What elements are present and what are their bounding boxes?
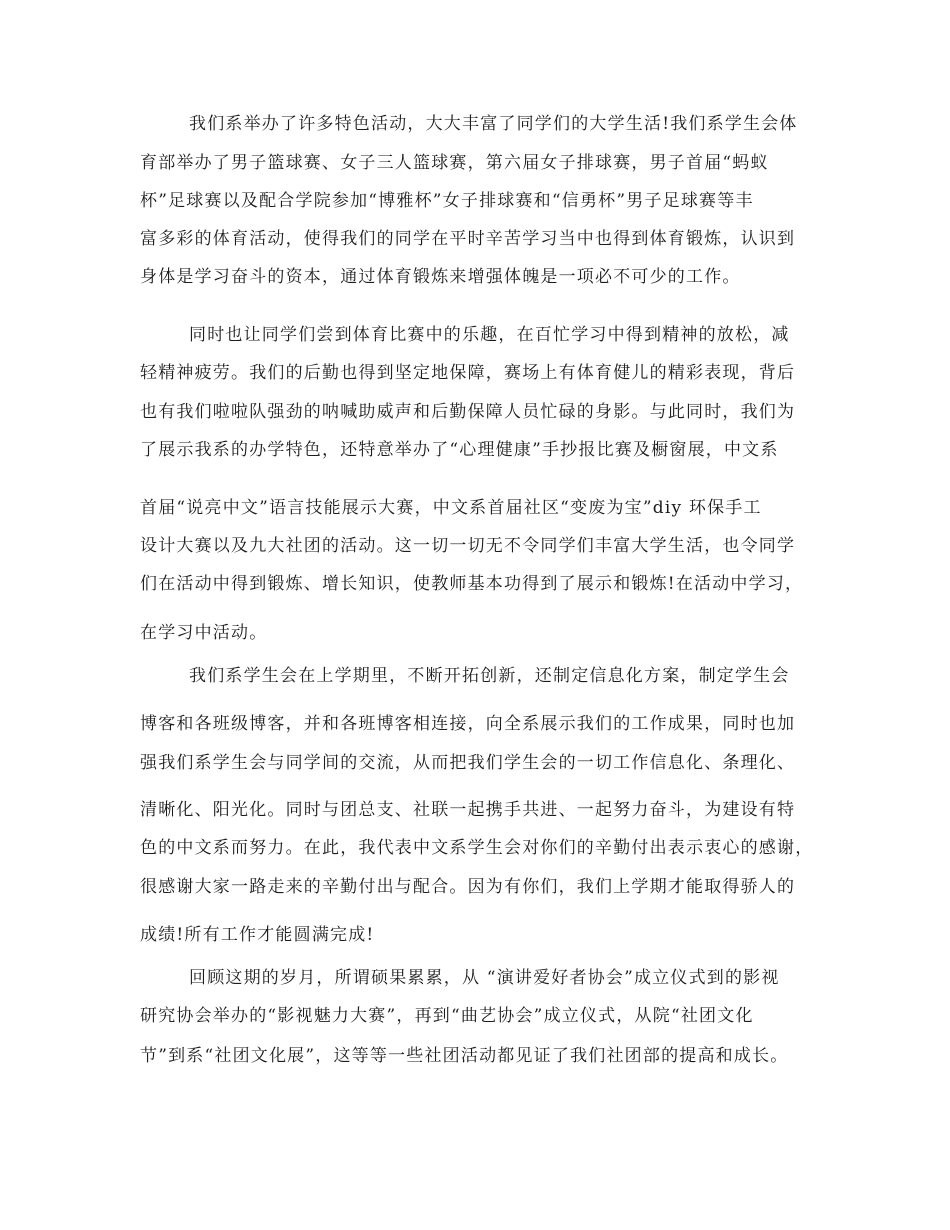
text-line: 回顾这期的岁月，所谓硕果累累，从 “演讲爱好者协会”成立仪式到的影视 [189,968,780,988]
text-line: 研究协会举办的“影视魅力大赛”，再到“曲艺协会”成立仪式，从院“社团文化 [140,1006,754,1026]
text-line: 同时也让同学们尝到体育比赛中的乐趣，在百忙学习中得到精神的放松，减 [189,325,790,345]
text-line: 富多彩的体育活动，使得我们的同学在平时辛苦学习当中也得到体育锻炼，认识到 [140,229,796,249]
text-line: 博客和各班级博客，并和各班博客相连接，向全系展示我们的工作成果，同时也加 [140,714,796,734]
text-line: 成绩!所有工作才能圆满完成! [140,925,375,945]
text-line: 杯”足球赛以及配合学院参加“博雅杯”女子排球赛和“信勇杯”男子足球赛等丰 [140,191,754,211]
text-line: 轻精神疲劳。我们的后勤也得到坚定地保障，赛场上有体育健儿的精彩表现，背后 [140,363,796,383]
text-line: 我们系学生会在上学期里，不断开拓创新，还制定信息化方案，制定学生会 [189,666,790,686]
text-line: 设计大赛以及九大社团的活动。这一切一切无不令同学们丰富大学生活，也令同学 [140,536,796,556]
text-line: 节”到系“社团文化展”，这等等一些社团活动都见证了我们社团部的提高和成长。 [140,1046,789,1066]
text-line: 们在活动中得到锻炼、增长知识，使教师基本功得到了展示和锻炼!在活动中学习， [140,574,804,594]
text-line: 色的中文系而努力。在此，我代表中文系学生会对你们的辛勤付出表示衷心的感谢， [140,838,814,858]
text-line: 育部举办了男子篮球赛、女子三人篮球赛，第六届女子排球赛，男子首届“蚂蚁 [140,153,769,173]
text-line: 强我们系学生会与同学间的交流，从而把我们学生会的一切工作信息化、条理化、 [140,753,796,773]
text-line: 了展示我系的办学特色，还特意举办了“心理健康”手抄报比赛及橱窗展，中文系 [140,440,779,460]
text-line: 很感谢大家一路走来的辛勤付出与配合。因为有你们，我们上学期才能取得骄人的 [140,877,796,897]
text-line: 身体是学习奋斗的资本，通过体育锻炼来增强体魄是一项必不可少的工作。 [140,267,741,287]
text-line: 也有我们啦啦队强劲的呐喊助威声和后勤保障人员忙碌的身影。与此同时，我们为 [140,402,796,422]
text-line: 在学习中活动。 [140,623,268,643]
text-line: 清晰化、阳光化。同时与团总支、社联一起携手共进、一起努力奋斗，为建设有特 [140,800,796,820]
text-line: 我们系举办了许多特色活动，大大丰富了同学们的大学生活!我们系学生会体 [189,114,798,134]
text-line: 首届“说亮中文”语言技能展示大赛，中文系首届社区“变废为宝”diy 环保手工 [140,498,762,518]
